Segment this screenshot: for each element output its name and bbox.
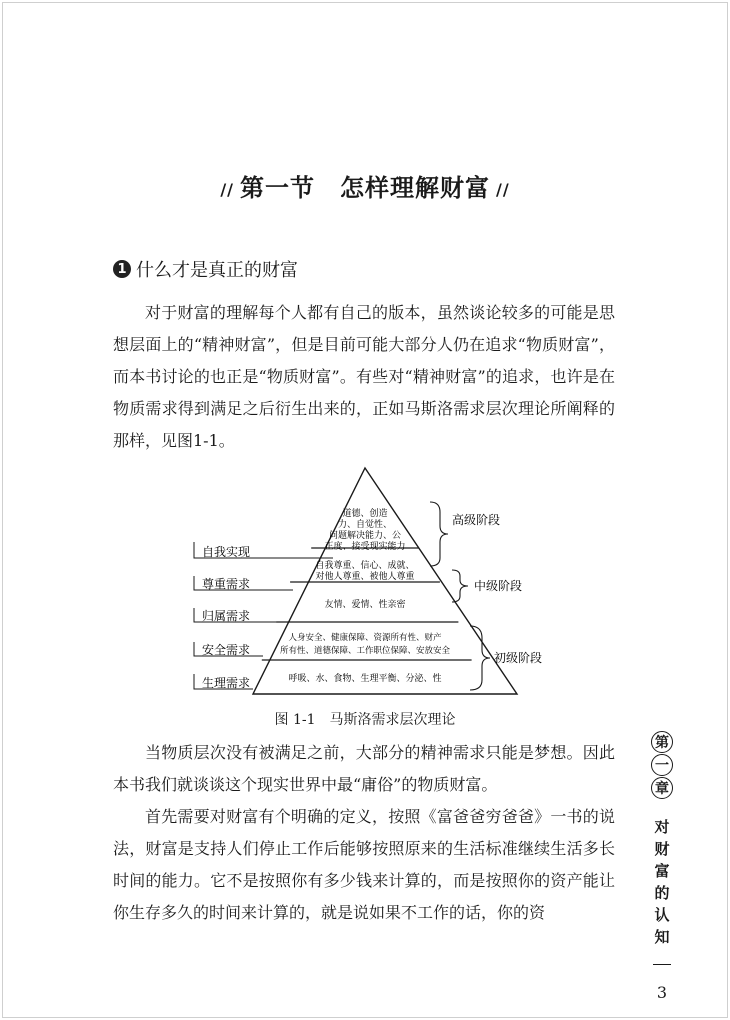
stage-mid: 中级阶段 xyxy=(474,579,523,593)
chapter-title-vertical: 对财富的认知 xyxy=(654,818,670,946)
chapter-char-2: 一 xyxy=(651,754,673,776)
level-1-line-1: 道德、创造 xyxy=(342,509,388,519)
stage-high: 高级阶段 xyxy=(452,513,501,527)
title-slash-left: // xyxy=(220,180,234,199)
brace-high xyxy=(430,502,448,566)
brace-low xyxy=(470,626,490,690)
figure-caption-text: 马斯洛需求层次理论 xyxy=(329,712,456,728)
chapter-side-tab xyxy=(648,731,676,1002)
label-safety: 安全需求 xyxy=(202,643,251,657)
figure-caption-number: 图 1-1 xyxy=(274,712,316,728)
level-1-line-3: 问题解决能力、公 xyxy=(328,531,402,541)
level-4-line-1: 人身安全、健康保障、资源所有性、财产 xyxy=(288,633,442,643)
level-2-line-1: 自我尊重、信心、成就、 xyxy=(315,561,415,571)
chapter-char-3: 章 xyxy=(651,777,673,799)
label-esteem: 尊重需求 xyxy=(202,577,251,591)
title-slash-right: // xyxy=(496,180,510,199)
pyramid-svg xyxy=(190,462,570,698)
level-5-line-1: 呼吸、水、食物、生理平衡、分泌、性 xyxy=(288,674,442,684)
paragraph-3: 首先需要对财富有个明确的定义，按照《富爸爸穷爸爸》一书的说法，财富是支持人们停止工作后能够按照原来的生活标准继续生活多长时间的能力。它不是按照你有多少钱来计算的，而是按照你的资产能让你生存多久的时间来计算的，就是说如果不工作的话，你的资 xyxy=(113,807,615,922)
subheading-text: 什么才是真正的财富 xyxy=(136,260,298,281)
figure-caption xyxy=(0,709,730,729)
chapter-char-1: 第 xyxy=(651,731,673,753)
maslow-pyramid-figure xyxy=(190,462,570,698)
level-4-line-2: 所有性、道德保障、工作职位保障、安放安全 xyxy=(279,646,451,656)
subheading xyxy=(113,256,298,282)
section-title-text: 第一节 怎样理解财富 xyxy=(240,174,490,202)
side-divider xyxy=(653,964,671,965)
label-belonging: 归属需求 xyxy=(202,609,251,623)
paragraph-1: 对于财富的理解每个人都有自己的版本，虽然谈论较多的可能是思想层面上的“精神财富”，但是目前可能大部分人仍在追求“物质财富”，而本书讨论的也正是“物质财富”。有些对“精神财富”的追求，也许是在物质需求得到满足之后衍生出来的，正如马斯洛需求层次理论所阐释的那样，见图1-1。 xyxy=(113,303,615,450)
subheading-number-badge: 1 xyxy=(113,260,131,278)
stage-low: 初级阶段 xyxy=(494,651,543,665)
level-1-line-4: 正度、接受现实能力 xyxy=(324,542,406,552)
page-number: 3 xyxy=(656,983,668,1002)
level-3-line-1: 友情、爱情、性亲密 xyxy=(324,600,406,610)
label-physiological: 生理需求 xyxy=(202,676,251,690)
label-self-actualization: 自我实现 xyxy=(202,545,251,559)
level-2-line-2: 对他人尊重、被他人尊重 xyxy=(315,572,415,582)
paragraph-2: 当物质层次没有被满足之前，大部分的精神需求只能是梦想。因此本书我们就谈谈这个现实世界中最“庸俗”的物质财富。 xyxy=(113,743,615,794)
section-title xyxy=(0,168,730,203)
level-1-line-2: 力、自觉性、 xyxy=(337,520,393,530)
brace-mid xyxy=(452,570,468,602)
